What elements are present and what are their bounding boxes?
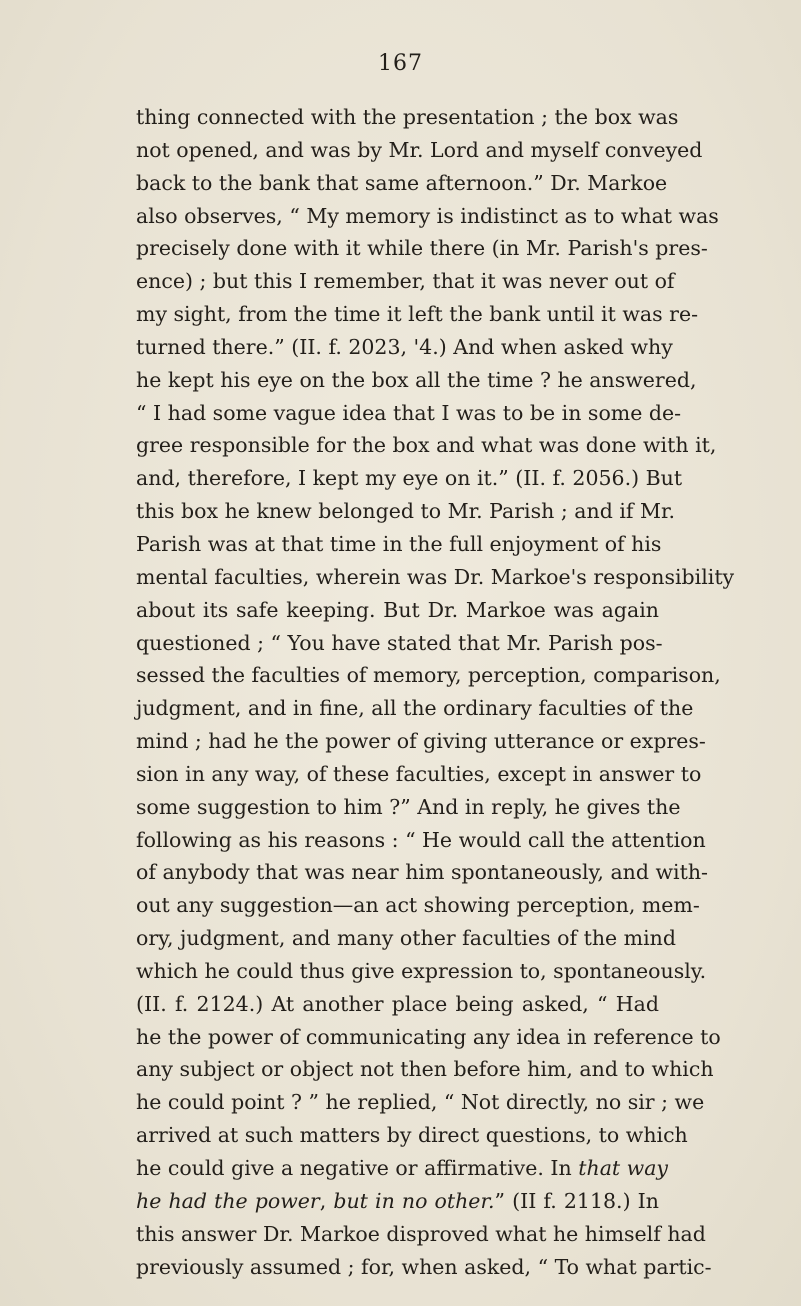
text-line <box>136 922 677 955</box>
text-segment: out any suggestion—an act showing perception, mem- <box>136 893 700 918</box>
text-line <box>136 791 681 824</box>
text-line <box>136 429 717 462</box>
text-segment: mental faculties, wherein was Dr. Markoe's responsibility <box>136 564 735 589</box>
text-segment: not opened, and was by Mr. Lord and myself conveyed <box>136 137 703 162</box>
text-segment: arrived at such matters by direct questions, to which <box>136 1123 688 1148</box>
text-segment: any subject or object not then before him, and to which <box>136 1057 714 1082</box>
text-segment: he could point ? ” he replied, “ Not directly, no sir ; we <box>136 1090 705 1115</box>
text-segment: back to the bank that same afternoon.” Dr. Markoe <box>136 170 668 195</box>
text-line <box>136 397 682 430</box>
text-segment: this box he knew belonged to Mr. Parish ; and if Mr. <box>136 499 676 524</box>
text-line <box>136 758 702 791</box>
text-segment: that way <box>578 1156 669 1180</box>
text-line <box>136 725 706 758</box>
text-segment: but in no other. <box>333 1188 495 1213</box>
text-line <box>136 1251 712 1284</box>
body-text <box>136 101 735 1283</box>
text-line <box>136 1086 705 1119</box>
text-segment: mind ; had he the power of giving utterance or expres- <box>136 729 706 754</box>
text-line <box>136 364 697 397</box>
text-line <box>136 232 708 265</box>
text-segment: ory, judgment, and many other faculties of the mind <box>136 926 677 951</box>
text-line <box>136 101 679 134</box>
text-line <box>136 200 719 233</box>
text-line <box>136 561 735 594</box>
text-line <box>136 298 699 331</box>
text-line <box>136 265 675 298</box>
text-segment: ” (II f. 2118.) In <box>494 1188 659 1213</box>
text-segment: also observes, “ My memory is indistinct as to what was <box>136 203 719 228</box>
text-line <box>136 1053 714 1086</box>
text-segment: , <box>319 1188 334 1213</box>
text-segment: he kept his eye on the box all the time ? he answered, <box>136 367 697 392</box>
text-line <box>136 1152 669 1185</box>
text-segment: questioned ; “ You have stated that Mr. Parish pos- <box>136 630 663 655</box>
text-line <box>136 1021 721 1054</box>
text-segment: “ I had some vague idea that I was to be in some de- <box>136 400 682 425</box>
text-line <box>136 1119 688 1152</box>
text-segment: judgment, and in fine, all the ordinary faculties of the <box>136 696 694 721</box>
text-line <box>136 889 700 922</box>
text-segment: thing connected with the presentation ; the box was <box>136 105 679 129</box>
text-segment: following as his reasons : “ He would call the attention <box>136 827 706 852</box>
text-line <box>136 528 662 561</box>
text-segment: which he could thus give expression to, spontaneously. <box>136 958 707 983</box>
text-line <box>136 627 663 660</box>
text-line <box>136 1218 706 1251</box>
text-line <box>136 692 694 725</box>
text-segment: and, therefore, I kept my eye on it.” (II. f. 2056.) But <box>136 466 683 491</box>
text-segment: about its safe keeping. But Dr. Markoe was again <box>136 597 659 622</box>
text-line <box>136 988 659 1021</box>
page-number: 167 <box>378 51 423 76</box>
text-segment: he had the power <box>136 1188 320 1213</box>
text-segment: ence) ; but this I remember, that it was never out of <box>136 269 675 294</box>
text-line <box>136 167 668 200</box>
text-line <box>136 594 659 627</box>
text-segment: gree responsible for the box and what was done with it, <box>136 433 717 458</box>
text-segment: turned there.” (II. f. 2023, '4.) And when asked why <box>136 334 673 359</box>
text-line <box>136 462 683 495</box>
text-line <box>136 331 673 364</box>
text-segment: (II. f. 2124.) At another place being asked, “ Had <box>136 991 659 1016</box>
text-segment: Parish was at that time in the full enjoyment of his <box>136 531 662 556</box>
text-segment: of anybody that was near him spontaneously, and with- <box>136 860 708 885</box>
text-line <box>136 955 707 988</box>
text-line <box>136 659 721 692</box>
text-segment: some suggestion to him ?” And in reply, he gives the <box>136 794 681 819</box>
text-segment: sessed the faculties of memory, perception, comparison, <box>136 663 721 688</box>
text-segment: precisely done with it while there (in Mr. Parish's pres- <box>136 236 708 261</box>
text-segment: this answer Dr. Markoe disproved what he himself had <box>136 1221 706 1246</box>
text-segment: previously assumed ; for, when asked, “ To what partic- <box>136 1254 712 1279</box>
text-line <box>136 856 708 889</box>
text-segment: my sight, from the time it left the bank until it was re- <box>136 302 699 327</box>
text-line <box>136 1185 659 1218</box>
text-segment: he the power of communicating any idea in reference to <box>136 1024 721 1049</box>
text-line <box>136 134 703 167</box>
text-line <box>136 824 706 857</box>
text-line <box>136 495 676 528</box>
text-segment: he could give a negative or affirmative. In <box>136 1156 579 1180</box>
text-segment: sion in any way, of these faculties, except in answer to <box>136 761 702 786</box>
